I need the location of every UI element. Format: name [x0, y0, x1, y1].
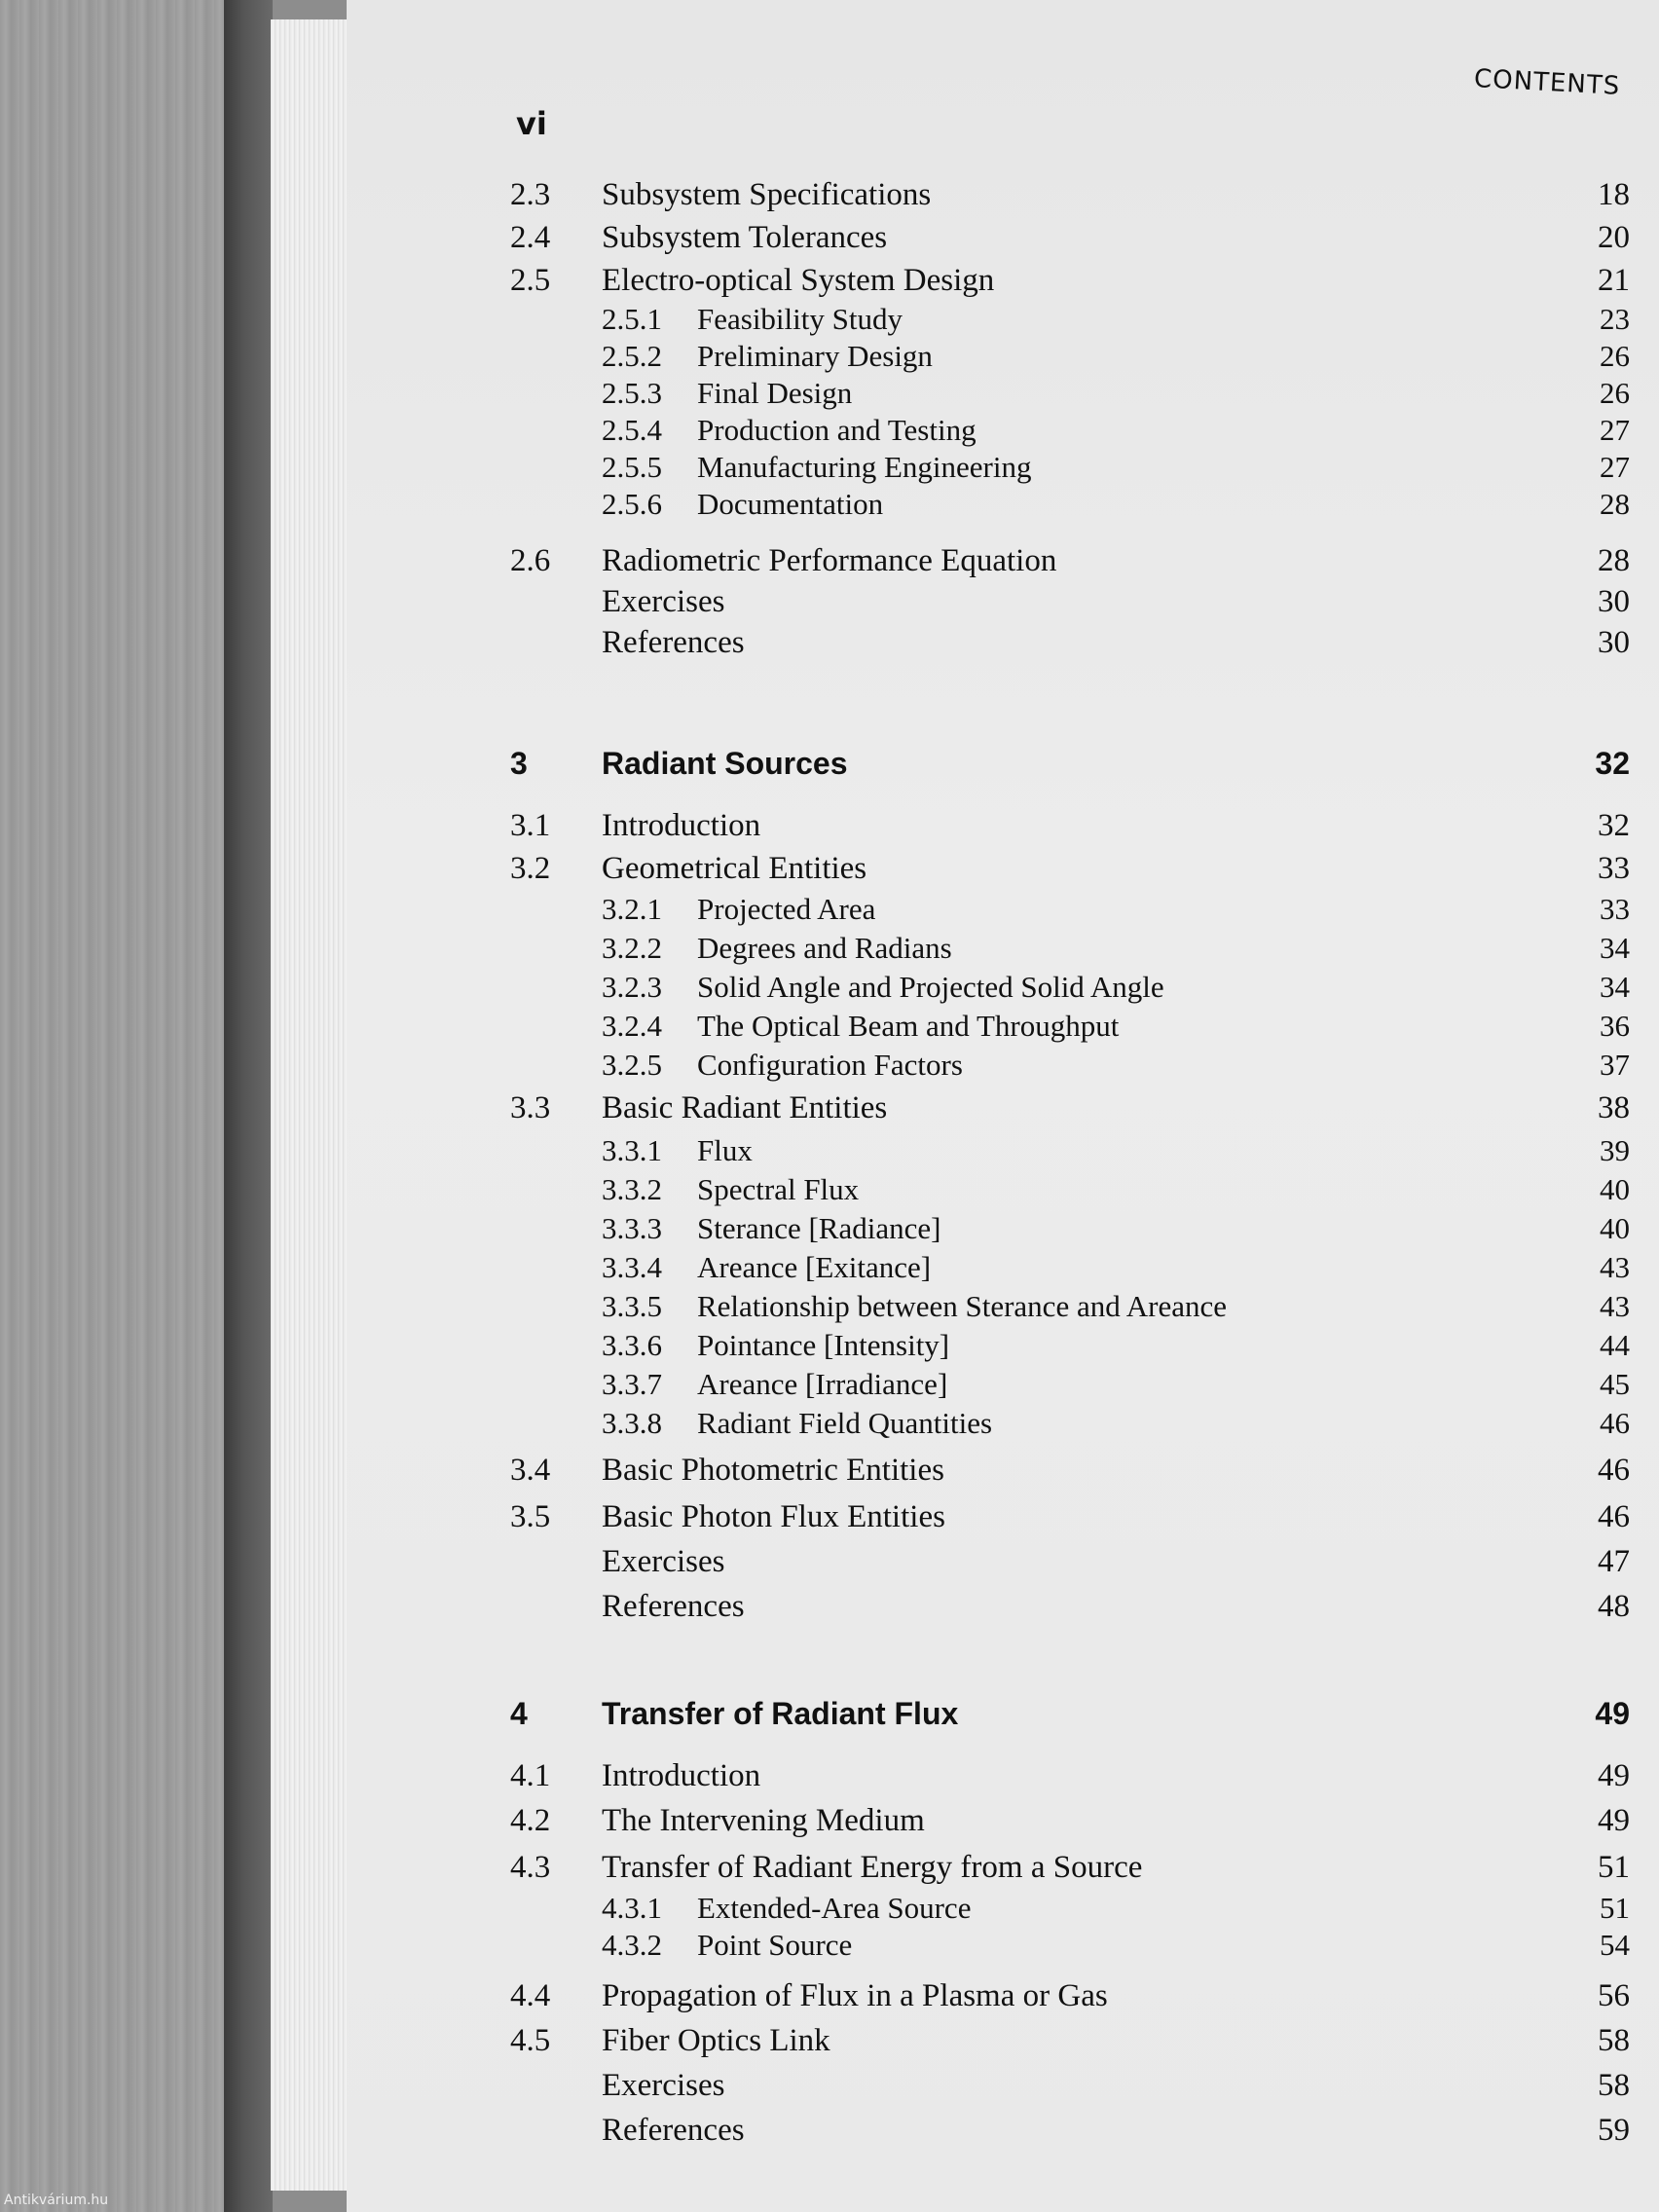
toc-subentry: 3.3.5 Relationship between Sterance and Areance 43 [602, 1289, 1630, 1323]
toc-entry: Exercises 47 [602, 1544, 1630, 1579]
toc-subentry: 3.2.1 Projected Area 33 [602, 892, 1630, 926]
toc-subentry: 4.3.1 Extended-Area Source 51 [602, 1891, 1630, 1925]
toc-entry: 3.2 Geometrical Entities 33 [510, 851, 1630, 886]
toc-subentry: 3.3.7 Areance [Irradiance] 45 [602, 1367, 1630, 1401]
toc-entry: References 59 [602, 2113, 1630, 2148]
book-cover-left [0, 0, 234, 2212]
toc-entry: 4.1 Introduction 49 [510, 1758, 1630, 1793]
toc-subentry: 2.5.3 Final Design 26 [602, 376, 1630, 410]
toc-subentry: 3.3.4 Areance [Exitance] 43 [602, 1250, 1630, 1284]
toc-subentry: 2.5.6 Documentation 28 [602, 487, 1630, 521]
toc-entry: 4.4 Propagation of Flux in a Plasma or Gas 56 [510, 1978, 1630, 2013]
toc-entry: 3.1 Introduction 32 [510, 808, 1630, 843]
book-binding [224, 0, 273, 2212]
toc-entry: References 30 [602, 625, 1630, 660]
toc-subentry: 3.3.6 Pointance [Intensity] 44 [602, 1328, 1630, 1362]
toc-subentry: 3.3.8 Radiant Field Quantities 46 [602, 1406, 1630, 1440]
toc-subentry: 3.3.1 Flux 39 [602, 1133, 1630, 1167]
toc-chapter: 4 Transfer of Radiant Flux 49 [510, 1696, 1630, 1731]
toc-entry: 3.4 Basic Photometric Entities 46 [510, 1453, 1630, 1488]
toc-entry: References 48 [602, 1589, 1630, 1624]
book-page [347, 0, 1659, 2212]
page-edges [271, 19, 349, 2191]
toc-subentry: 3.2.4 The Optical Beam and Throughput 36 [602, 1009, 1630, 1043]
toc-subentry: 2.5.1 Feasibility Study 23 [602, 302, 1630, 336]
toc-entry: 3.5 Basic Photon Flux Entities 46 [510, 1499, 1630, 1534]
toc-entry: Exercises 58 [602, 2068, 1630, 2103]
toc-subentry: 3.2.5 Configuration Factors 37 [602, 1048, 1630, 1082]
toc-subentry: 3.2.3 Solid Angle and Projected Solid Angle 34 [602, 970, 1630, 1004]
toc-entry: 2.6 Radiometric Performance Equation 28 [510, 543, 1630, 578]
watermark: Antikvárium.hu [4, 2193, 109, 2208]
toc-subentry: 3.3.2 Spectral Flux 40 [602, 1172, 1630, 1206]
page-number-label: vi [516, 105, 547, 142]
toc-entry: 4.2 The Intervening Medium 49 [510, 1803, 1630, 1838]
toc-entry: 3.3 Basic Radiant Entities 38 [510, 1090, 1630, 1125]
toc-subentry: 2.5.4 Production and Testing 27 [602, 413, 1630, 447]
running-head: CONTENTS [1473, 64, 1621, 101]
toc-subentry: 3.2.2 Degrees and Radians 34 [602, 931, 1630, 965]
toc-entry: 4.5 Fiber Optics Link 58 [510, 2023, 1630, 2058]
toc-entry: 2.5 Electro-optical System Design 21 [510, 263, 1630, 298]
toc-entry: 2.4 Subsystem Tolerances 20 [510, 220, 1630, 255]
toc-entry: Exercises 30 [602, 584, 1630, 619]
toc-chapter: 3 Radiant Sources 32 [510, 746, 1630, 781]
toc-entry: 4.3 Transfer of Radiant Energy from a Source 51 [510, 1850, 1630, 1885]
toc-subentry: 2.5.5 Manufacturing Engineering 27 [602, 450, 1630, 484]
toc-entry: 2.3 Subsystem Specifications 18 [510, 177, 1630, 212]
toc-subentry: 2.5.2 Preliminary Design 26 [602, 339, 1630, 373]
toc-subentry: 4.3.2 Point Source 54 [602, 1928, 1630, 1962]
toc-subentry: 3.3.3 Sterance [Radiance] 40 [602, 1211, 1630, 1245]
